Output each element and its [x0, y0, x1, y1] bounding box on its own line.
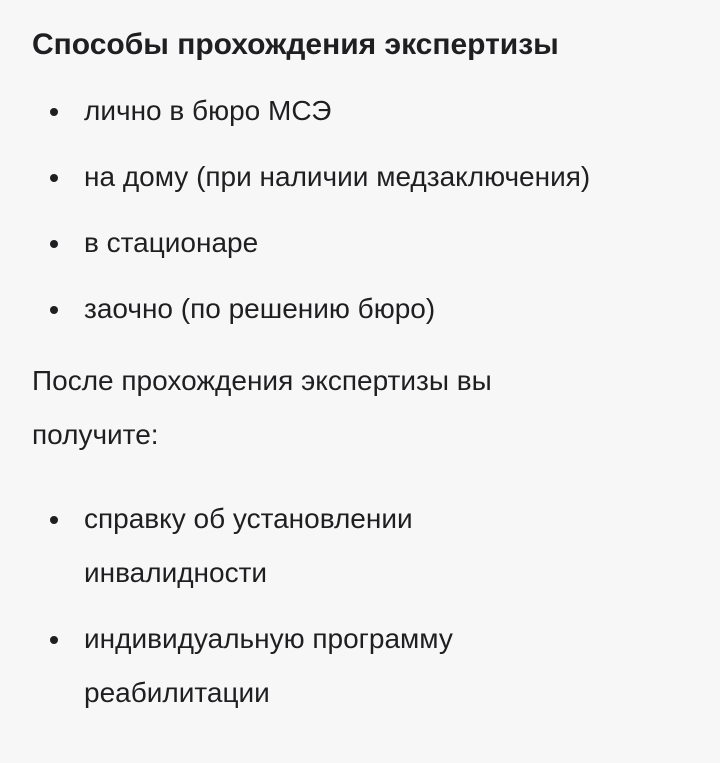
list-item: [32, 282, 688, 336]
list-item: [32, 492, 554, 600]
list-item-text: лично в бюро МСЭ: [84, 95, 332, 126]
bullet-icon: [50, 516, 58, 524]
list-item-text: индивидуальную программу реабилитации: [84, 623, 453, 708]
list-item: [32, 84, 688, 138]
methods-list: [32, 84, 688, 336]
list-item: [32, 216, 688, 270]
list-item-text: заочно (по решению бюро): [84, 293, 436, 324]
list-item-text: на дому (при наличии медзаключения): [84, 161, 591, 192]
bullet-icon: [50, 174, 58, 182]
list-item: [32, 612, 554, 720]
list-item: [32, 150, 688, 204]
section-heading: Способы прохождения экспертизы: [32, 28, 559, 61]
list-item-text: справку об установлении инвалидности: [84, 503, 413, 588]
bullet-icon: [50, 108, 58, 116]
after-expertise-paragraph: После прохождения экспертизы вы получите:: [32, 365, 492, 450]
bullet-icon: [50, 306, 58, 314]
bullet-icon: [50, 240, 58, 248]
results-list: [32, 492, 688, 720]
list-item-text: в стационаре: [84, 227, 259, 258]
bullet-icon: [50, 636, 58, 644]
